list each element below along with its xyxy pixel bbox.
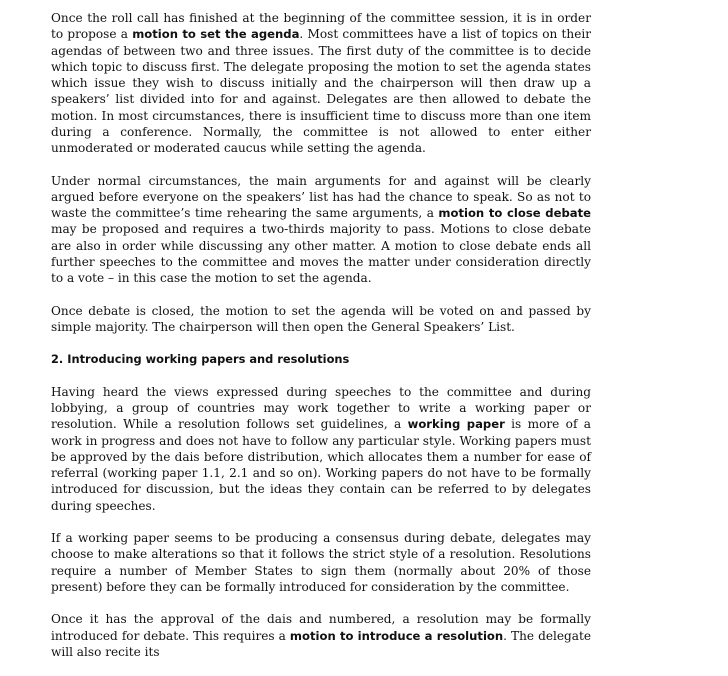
document-page xyxy=(51,10,591,676)
term-motion-to-set-agenda: motion to set the agenda xyxy=(132,27,300,42)
text-run: Once the roll call has finished at the beginning of the committee session, it is in order to propose a xyxy=(51,11,591,42)
text-run: Once debate is closed, the motion to set the agenda will be voted on and passed by simple majority. The chairperson will then open the General Speakers’ List. xyxy=(51,303,591,334)
term-working-paper: working paper xyxy=(407,417,505,432)
paragraph-vote-agenda xyxy=(51,303,591,336)
text-run: is more of a work in progress and does not have to follow any particular style. Working papers must be approved by the dais before distribution, which allocates them a number for ease of referral (working paper 1.1, 2.1 and so on). Working papers do not have to be formally introduced for discussion, but the ideas they contain can be referred to by delegates during speeches. xyxy=(51,417,591,513)
text-run: . Most committees have a list of topics on their agendas of between two and three issues. The first duty of the committee is to decide which topic to discuss first. The delegate proposing the motion to set the agenda states which issue they wish to discuss initially and the chairperson will then draw up a speakers’ list divided into for and against. Delegates are then allowed to debate the motion. In most circumstances, there is insufficient time to discuss more than one item during a conference. Normally, the committee is not allowed to enter either unmoderated or moderated caucus while setting the agenda. xyxy=(51,27,592,155)
paragraph-resolutions xyxy=(51,530,591,595)
section-heading: 2. Introducing working papers and resolutions xyxy=(51,352,350,367)
paragraph-close-debate xyxy=(51,173,591,287)
paragraph-working-papers xyxy=(51,384,591,514)
text-run: Having heard the views expressed during speeches to the committee and during lobbying, a group of countries may work together to write a working paper or resolution. While a resolution follows set guidelines, a xyxy=(51,384,591,432)
text-run: Under normal circumstances, the main arguments for and against will be clearly argued before everyone on the speakers’ list has had the chance to speak. So as not to waste the committee’s time rehearing the same arguments, a xyxy=(51,173,591,220)
paragraph-set-agenda xyxy=(51,10,591,156)
term-motion-to-close-debate: motion to close debate xyxy=(438,206,591,220)
text-run: If a working paper seems to be producing a consensus during debate, delegates may choose to make alterations so that it follows the strict style of a resolution. Resolutions require a number of Member States to sign them (normally about 20% of those present) before they can be formally introduced for consideration by the committee. xyxy=(51,531,591,594)
text-run: . The delegate will also recite its xyxy=(51,628,591,659)
text-run: Once it has the approval of the dais and numbered, a resolution may be formally introduced for debate. This requires a xyxy=(51,612,591,643)
term-motion-to-introduce-resolution: motion to introduce a resolution xyxy=(289,628,504,643)
text-run: may be proposed and requires a two-thirds majority to pass. Motions to close debate are also in order while discussing any other matter. A motion to close debate ends all further speeches to the committee and moves the matter under consideration directly to a vote – in this case the motion to set the agenda. xyxy=(51,222,591,285)
paragraph-introduce-resolution xyxy=(51,611,591,660)
